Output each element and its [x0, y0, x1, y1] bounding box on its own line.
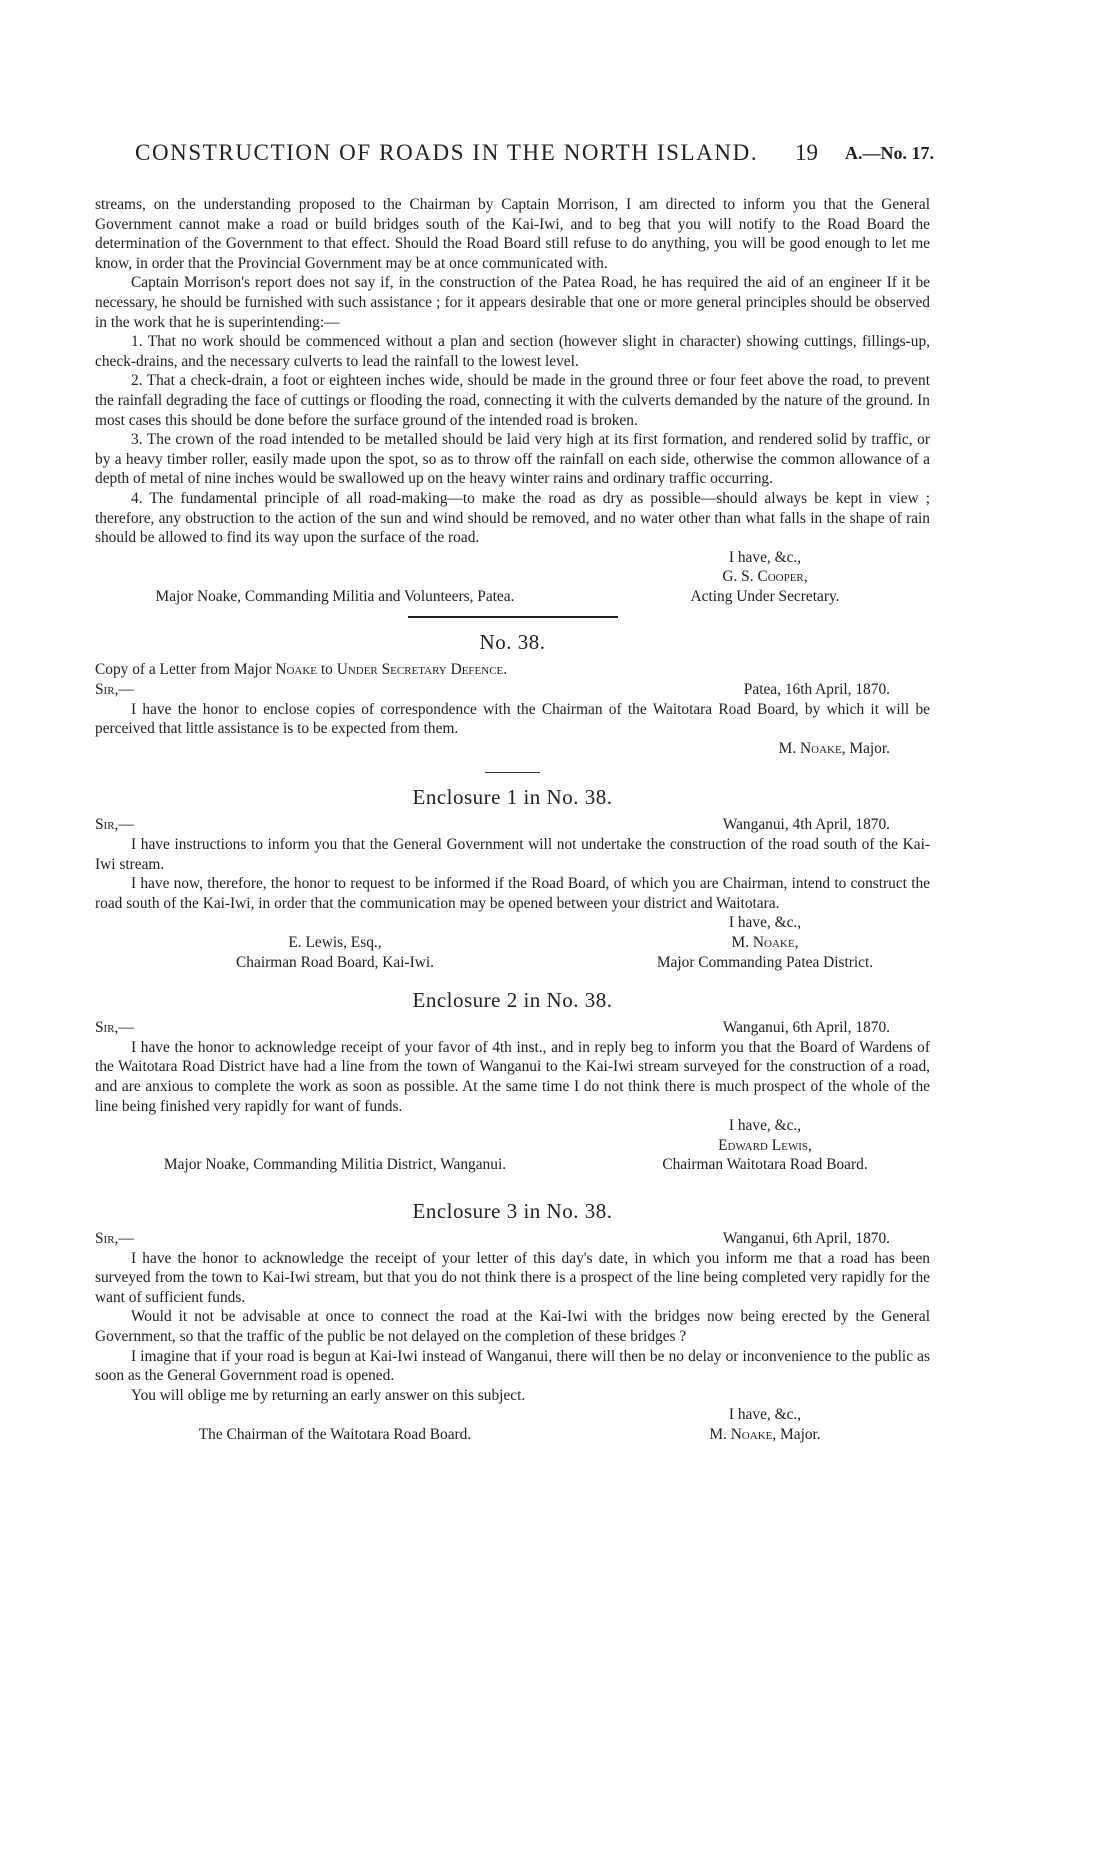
paragraph: I have instructions to inform you that the General Government will not undertake the construction of the road south of the Kai-Iwi stream. [95, 836, 930, 873]
addressee: The Chairman of the Waitotara Road Board. [198, 1425, 472, 1443]
closing: I have, &c., [728, 1117, 802, 1135]
paragraph: You will oblige me by returning an early answer on this subject. [131, 1386, 526, 1404]
signer-name: Edward Lewis, [718, 1136, 812, 1154]
paragraph: I have the honor to acknowledge receipt of your favor of 4th inst., and in reply beg to inform you that the Board of Wardens of the Waitotara Road District have had a line from the town of Wanganui to the Kai-Iwi stream surveyed for the construction of a road, and are anxious to complete the work as soon as possible. At the same time I do not think there is much prospect of the whole of the line being finished very rapidly for want of funds. [95, 1038, 930, 1115]
salutation-row [95, 815, 930, 835]
salutation-row [95, 1018, 930, 1038]
salutation-row [95, 680, 930, 700]
enclosure-1 [95, 783, 930, 972]
enclosure-2 [95, 986, 930, 1175]
paragraph: I have the honor to enclose copies of correspondence with the Chairman of the Waitotara Road Board, by which it will be perceived that little assistance is to be expected from them. [95, 700, 930, 738]
letter-subheading: Copy of a Letter from Major Noake to Under Secretary Defence. [95, 661, 508, 679]
paragraph: Captain Morrison's report does not say if, in the construction of the Patea Road, he has required the aid of an engineer If it be necessary, he should be furnished with such assistance ; for it appears desirable that one or more general principles should be observed in the work that he is superintending:— [95, 274, 930, 331]
enclosure-heading: Enclosure 2 in No. 38. [412, 988, 613, 1013]
place-date: Wanganui, 6th April, 1870. [722, 1229, 890, 1247]
enclosure-heading: Enclosure 3 in No. 38. [412, 1198, 613, 1223]
document-reference: A.—No. 17. [845, 143, 934, 163]
signature-footer [95, 953, 930, 973]
letter-37-continuation [95, 195, 930, 606]
closing: I have, &c., [728, 1406, 802, 1424]
signer-title: Chairman Waitotara Road Board. [662, 1156, 868, 1174]
salutation: Sir,— [95, 681, 134, 699]
addressee-name: E. Lewis, Esq., [288, 934, 382, 951]
document-body [95, 195, 930, 1444]
place-date: Wanganui, 4th April, 1870. [722, 816, 890, 834]
enclosure-3 [95, 1197, 930, 1445]
document-page [95, 0, 934, 1867]
signer-title: Acting Under Secretary. [690, 587, 840, 605]
signer-line: M. Noake, Major. [778, 739, 890, 757]
salutation: Sir,— [95, 1019, 134, 1037]
paragraph: Would it not be advisable at once to connect the road at the Kai-Iwi with the bridges now being erected by the General Government, so that the traffic of the public be not delayed on the completion of these bridges ? [95, 1308, 930, 1345]
paragraph: I have now, therefore, the honor to request to be informed if the Road Board, of which you are Chairman, intend to construct the road south of the Kai-Iwi, in order that the communication may be opened between your district and Waitotara. [95, 875, 930, 912]
paragraph: streams, on the understanding proposed to the Chairman by Captain Morrison, I am directed to inform you that the General Government cannot make a road or build bridges south of the Kai-Iwi, and to beg that you will notify to the Road Board the determination of the Government to that effect. Should the Road Board still refuse to do anything, you will be good enough to let me know, in order that the Provincial Government may be at once communicated with. [95, 196, 930, 272]
enclosure-heading: Enclosure 1 in No. 38. [412, 785, 613, 810]
page-number: 19 [795, 140, 818, 165]
section-divider [408, 616, 618, 618]
salutation: Sir,— [95, 1229, 134, 1247]
signature-block [95, 913, 930, 933]
salutation: Sir,— [95, 816, 134, 834]
place-date: Patea, 16th April, 1870. [743, 681, 890, 699]
letter-38 [95, 628, 930, 758]
addressee: Major Noake, Commanding Militia and Volunteers, Patea. [155, 587, 515, 605]
signer-title: Major Commanding Patea District. [656, 953, 874, 971]
signature-footer [95, 1425, 930, 1445]
principle-item: 3. The crown of the road intended to be metalled should be laid very high at its first formation, and rendered solid by traffic, or by a heavy timber roller, easily made upon the spot, so as to throw off the rainfall on each side, otherwise the common allowance of a depth of metal of nine inches would be swallowed up on the heavy winter rains and ordinary traffic occurring. [95, 431, 930, 488]
principle-item: 1. That no work should be commenced without a plan and section (however slight in character) showing cuttings, fillings-up, check-drains, and the necessary culverts to lead the rainfall to the lowest level. [95, 333, 930, 370]
principle-item: 4. The fundamental principle of all road-making—to make the road as dry as possible—should always be kept in view ; therefore, any obstruction to the action of the sun and wind should be removed, and no water other than what falls in the shape of rain should be allowed to find its way upon the surface of the road. [95, 489, 930, 547]
signature-block [95, 1405, 930, 1425]
addressee: Major Noake, Commanding Militia District, Wanganui. [163, 1156, 507, 1174]
paragraph: I have the honor to acknowledge the receipt of your letter of this day's date, in which you inform me that a road has been surveyed from the town to Kai-Iwi stream, but that you do not think there is a prospect of the line being completed very rapidly for the want of sufficient funds. [95, 1249, 930, 1306]
letter-heading: No. 38. [479, 630, 546, 655]
signature-block [95, 933, 930, 953]
paragraph: I imagine that if your road is begun at Kai-Iwi instead of Wanganui, there will then be no delay or inconvenience to the public as soon as the General Government road is opened. [95, 1347, 930, 1385]
signer-name: G. S. Cooper, [722, 568, 808, 586]
section-divider [485, 772, 540, 773]
closing: I have, &c., [728, 548, 802, 566]
page-title: CONSTRUCTION OF ROADS IN THE NORTH ISLAND. [135, 140, 759, 165]
signature-block [95, 548, 930, 587]
signature-footer [95, 587, 930, 607]
closing: I have, &c., [728, 914, 802, 932]
addressee-title: Chairman Road Board, Kai-Iwi. [236, 953, 434, 971]
place-date: Wanganui, 6th April, 1870. [722, 1019, 890, 1037]
running-header [135, 140, 995, 180]
signer-name: M. Noake, [731, 934, 799, 951]
signer-line: M. Noake, Major. [709, 1425, 821, 1443]
signature-footer [95, 1155, 930, 1175]
principle-item: 2. That a check-drain, a foot or eighteen inches wide, should be made in the ground three or four feet above the road, to prevent the rainfall degrading the face of cuttings or flooding the road, connecting it with the culverts demanded by the nature of the ground. In most cases this should be done before the surface ground of the intended road is broken. [95, 372, 930, 429]
salutation-row [95, 1229, 930, 1249]
signature-block [95, 1116, 930, 1155]
